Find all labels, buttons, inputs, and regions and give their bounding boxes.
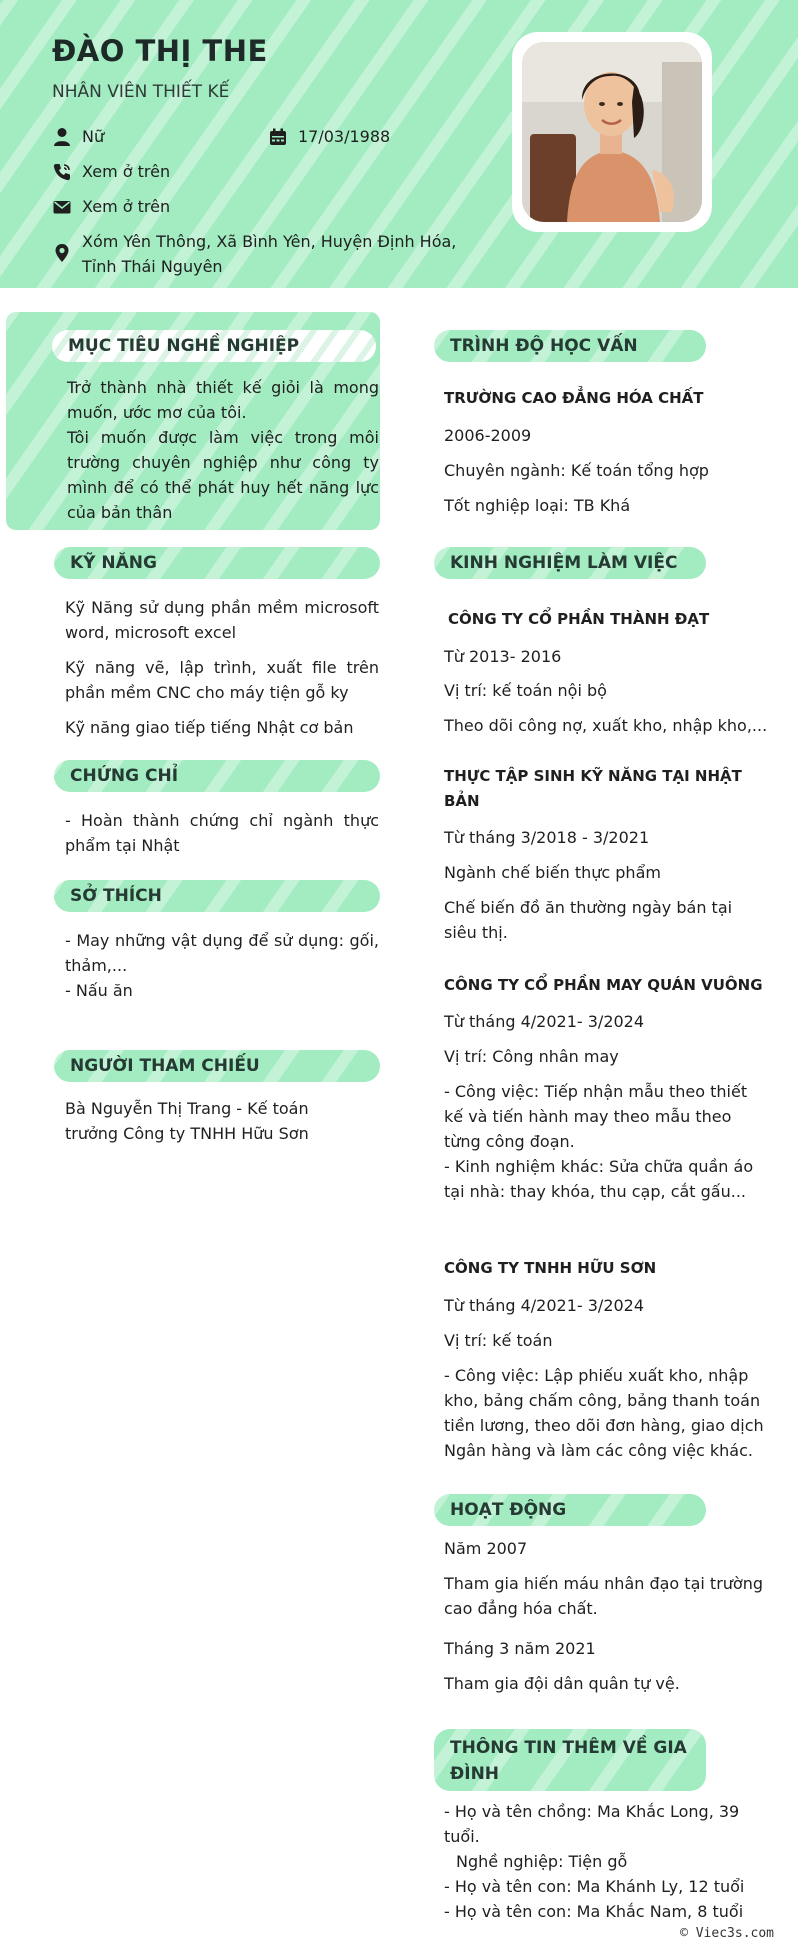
certificates-heading: CHỨNG CHỈ: [54, 760, 380, 792]
job-4-company: CÔNG TY TNHH HỮU SƠN: [444, 1259, 657, 1277]
references-heading: NGƯỜI THAM CHIẾU: [54, 1050, 380, 1082]
family-husband: - Họ và tên chồng: Ma Khắc Long, 39 tuổi.: [444, 1802, 740, 1846]
job-2-position: Ngành chế biến thực phẩm: [444, 863, 661, 882]
activity-2-desc: Tham gia đội dân quân tự vệ.: [444, 1674, 680, 1693]
profile-header: [0, 0, 798, 288]
activity-1-desc: Tham gia hiến máu nhân đạo tại trường cao đẳng hóa chất.: [444, 1574, 763, 1618]
skill-item-1: Kỹ Năng sử dụng phần mềm microsoft word, microsoft excel: [65, 598, 379, 642]
location-pin-icon: [52, 243, 72, 263]
envelope-icon: [52, 197, 72, 217]
skills-heading: KỸ NĂNG: [54, 547, 380, 579]
job-3-position: Vị trí: Công nhân may: [444, 1047, 619, 1066]
job-3-desc-2: - Kinh nghiệm khác: Sửa chữa quần áo tại nhà: thay khóa, thu cạp, cắt gấu...: [444, 1157, 754, 1201]
school-name: TRƯỜNG CAO ĐẲNG HÓA CHẤT: [444, 389, 704, 407]
experience-heading: KINH NGHIỆM LÀM VIỆC: [434, 547, 706, 579]
candidate-name: ĐÀO THỊ THE: [52, 34, 268, 68]
skill-item-3: Kỹ năng giao tiếp tiếng Nhật cơ bản: [65, 718, 354, 737]
phone-icon: [52, 162, 72, 182]
email-row: [52, 194, 170, 219]
education-period: 2006-2009: [444, 426, 532, 445]
gender-row: [52, 124, 104, 149]
job-1-period: Từ 2013- 2016: [444, 647, 562, 666]
hobby-item-1: - May những vật dụng để sử dụng: gối, thảm,...: [65, 931, 379, 975]
job-title: NHÂN VIÊN THIẾT KẾ: [52, 82, 230, 102]
phone-value: Xem ở trên: [82, 162, 171, 181]
calendar-icon: [268, 127, 288, 147]
profile-photo: [522, 42, 702, 222]
email-value: Xem ở trên: [82, 197, 171, 216]
hobbies-heading: SỞ THÍCH: [54, 880, 380, 912]
job-3-company: CÔNG TY CỔ PHẦN MAY QUÁN VUÔNG: [444, 976, 763, 994]
objective-heading: MỤC TIÊU NGHỀ NGHIỆP: [52, 330, 376, 362]
activity-1-year: Năm 2007: [444, 1539, 528, 1558]
address-row: [52, 229, 492, 279]
job-4-period: Từ tháng 4/2021- 3/2024: [444, 1296, 645, 1315]
family-child-1: - Họ và tên con: Ma Khánh Ly, 12 tuổi: [444, 1877, 745, 1896]
job-4-desc: - Công việc: Lập phiếu xuất kho, nhập kho, bảng chấm công, bảng thanh toán tiền lương, theo dõi đơn hàng, giao dịch Ngân hàng và làm các công việc khác.: [444, 1366, 764, 1460]
job-3-desc-1: - Công việc: Tiếp nhận mẫu theo thiết kế và tiến hành may theo mẫu theo từng công đoạn.: [444, 1082, 748, 1151]
birthdate-row: [268, 124, 390, 149]
job-3-period: Từ tháng 4/2021- 3/2024: [444, 1012, 645, 1031]
job-1-desc: Theo dõi công nợ, xuất kho, nhập kho,...: [444, 716, 768, 735]
profile-photo-frame: [512, 32, 712, 232]
activities-heading: HOẠT ĐỘNG: [434, 1494, 706, 1526]
job-1-position: Vị trí: kế toán nội bộ: [444, 681, 607, 700]
skill-item-2: Kỹ năng vẽ, lập trình, xuất file trên phần mềm CNC cho máy tiện gỗ ky: [65, 658, 379, 702]
hobby-item-2: - Nấu ăn: [65, 981, 133, 1000]
address-value: Xóm Yên Thông, Xã Bình Yên, Huyện Định Hóa, Tỉnh Thái Nguyên: [82, 232, 457, 276]
person-icon: [52, 127, 72, 147]
job-2-company: THỰC TẬP SINH KỸ NĂNG TẠI NHẬT BẢN: [444, 767, 742, 810]
education-grade: Tốt nghiệp loại: TB Khá: [444, 496, 631, 515]
job-2-period: Từ tháng 3/2018 - 3/2021: [444, 828, 650, 847]
phone-row: [52, 159, 170, 184]
gender-value: Nữ: [82, 127, 105, 146]
objective-line-2: Tôi muốn được làm việc trong môi trường chuyên nghiệp như công ty mình để có thể phát huy hết năng lực của bản thân: [67, 428, 379, 522]
family-husband-job: Nghề nghiệp: Tiện gỗ: [456, 1852, 628, 1871]
education-heading: TRÌNH ĐỘ HỌC VẤN: [434, 330, 706, 362]
job-2-desc: Chế biến đồ ăn thường ngày bán tại siêu thị.: [444, 898, 733, 942]
reference-item: Bà Nguyễn Thị Trang - Kế toán trưởng Công ty TNHH Hữu Sơn: [65, 1099, 309, 1143]
copyright-footer: © Viec3s.com: [680, 1926, 774, 1941]
objective-line-1: Trở thành nhà thiết kế giỏi là mong muốn, ước mơ của tôi.: [67, 378, 379, 422]
job-4-position: Vị trí: kế toán: [444, 1331, 553, 1350]
education-major: Chuyên ngành: Kế toán tổng hợp: [444, 461, 709, 480]
job-1-company: CÔNG TY CỔ PHẦN THÀNH ĐẠT: [448, 610, 710, 628]
activity-2-year: Tháng 3 năm 2021: [444, 1639, 596, 1658]
family-child-2: - Họ và tên con: Ma Khắc Nam, 8 tuổi: [444, 1902, 744, 1921]
certificate-item: - Hoàn thành chứng chỉ ngành thực phẩm tại Nhật: [65, 811, 379, 855]
birthdate-value: 17/03/1988: [298, 127, 391, 146]
family-heading: THÔNG TIN THÊM VỀ GIA ĐÌNH: [434, 1729, 706, 1791]
